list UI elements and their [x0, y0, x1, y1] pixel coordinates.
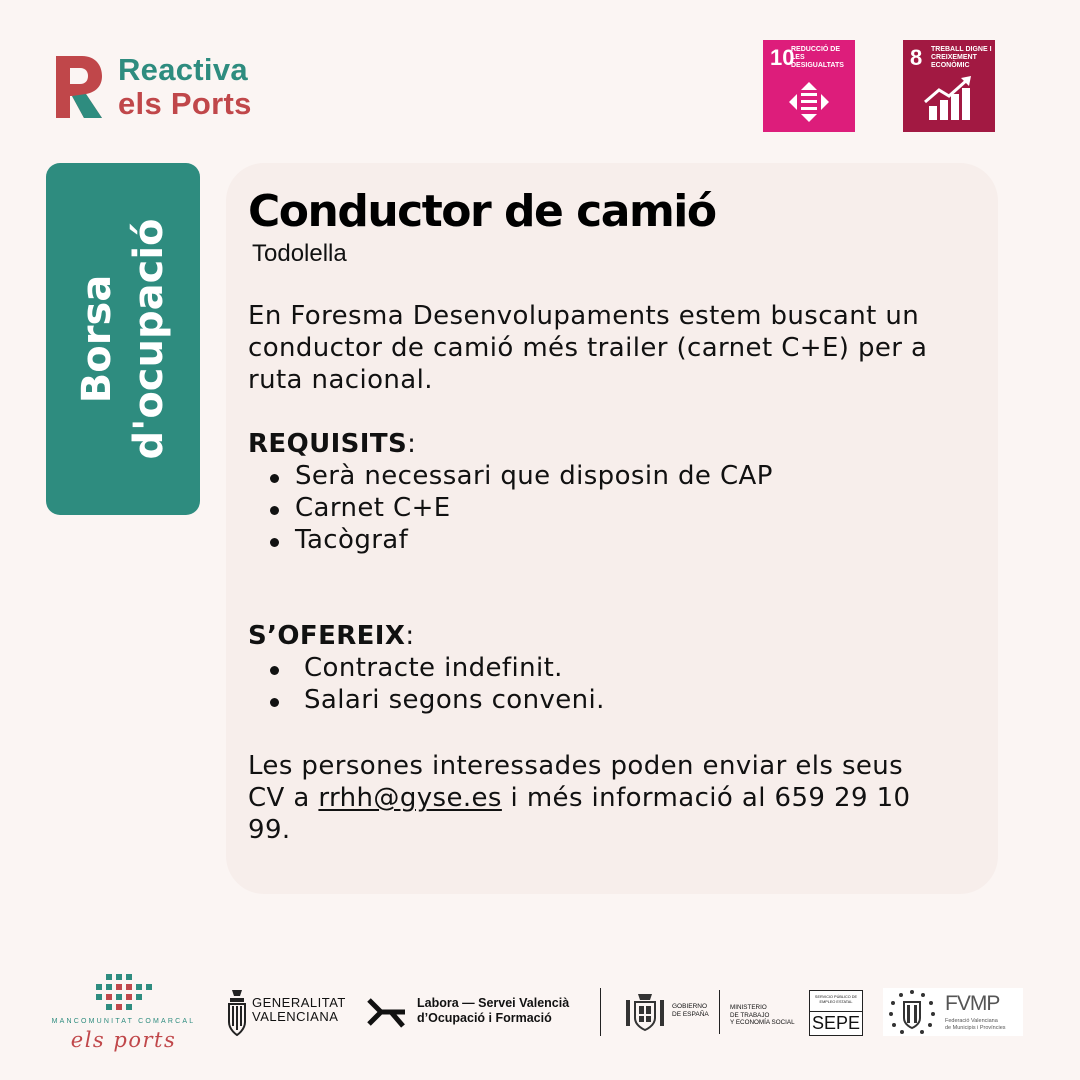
- offers-heading: S’OFEREIX:: [248, 621, 415, 651]
- offer-item: Contracte indefinit.: [248, 652, 948, 684]
- job-location: Todolella: [252, 240, 347, 267]
- labora-logo: [367, 990, 592, 1034]
- fvmp-line2: de Municipis i Províncies: [945, 1025, 1006, 1031]
- labora-mark-icon: [367, 992, 407, 1032]
- labora-line1: Labora — Servei Valencià: [417, 996, 570, 1010]
- mancomunitat-label: MANCOMUNITAT COMARCAL: [51, 1018, 196, 1025]
- sepe-small-text: SERVICIO PÚBLICO DE EMPLEO ESTATAL: [814, 995, 858, 1004]
- labora-text: [417, 996, 569, 1026]
- sdg10-label: REDUCCIÓ DE LES DESIGUALTATS: [791, 46, 844, 69]
- generalitat-logo: [226, 988, 351, 1038]
- contact-text-before: Les persones interessades poden enviar els seus CV a: [248, 751, 904, 813]
- job-board-label: [71, 163, 175, 515]
- gobierno-line1: GOBIERNO: [672, 1003, 708, 1010]
- generalitat-line2: VALENCIANA: [252, 1009, 339, 1024]
- ministerio-logo: [728, 990, 806, 1034]
- job-board-tab: [46, 163, 200, 515]
- growth-chart-icon: [903, 40, 995, 132]
- requirement-item: Carnet C+E: [248, 492, 948, 524]
- job-title: Conductor de camió: [248, 186, 716, 237]
- sdg10-badge: [763, 40, 855, 132]
- sepe-text: SEPE: [811, 1013, 861, 1033]
- sdg8-number: 8: [910, 45, 923, 70]
- requirements-heading: REQUISITS:: [248, 429, 417, 459]
- ministerio-text: [730, 1004, 795, 1027]
- gobierno-logo: [622, 990, 717, 1034]
- labora-line2: d’Ocupació i Formació: [417, 1011, 552, 1025]
- contact-info: [248, 750, 948, 846]
- contact-email-link[interactable]: rrhh@gyse.es: [318, 783, 502, 813]
- mancomunitat-name: els ports: [70, 1028, 177, 1052]
- footer-divider: [600, 988, 601, 1036]
- offers-heading-text: S’OFEREIX: [248, 621, 406, 651]
- brand-line1: Reactiva: [118, 52, 248, 87]
- sdg8-label: TREBALL DIGNE I CREIXEMENT ECONÒMIC: [931, 46, 992, 69]
- gobierno-line2: DE ESPAÑA: [672, 1011, 709, 1018]
- ministerio-line2: DE TRABAJO: [730, 1011, 770, 1019]
- mancomunitat-mark-icon: [92, 972, 156, 1016]
- fvmp-line1: Federació Valenciana: [945, 1018, 998, 1024]
- ministerio-line1: MINISTERIO: [730, 1004, 767, 1011]
- equality-arrows-icon: [763, 40, 855, 132]
- fvmp-subtitle: [945, 1018, 1006, 1032]
- fvmp-logo: [883, 988, 1023, 1036]
- requirement-item: Serà necessari que disposin de CAP: [248, 460, 948, 492]
- gobierno-text: [672, 1003, 709, 1019]
- ministerio-line3: Y ECONOMÍA SOCIAL: [730, 1019, 795, 1026]
- sdg8-badge: [903, 40, 995, 132]
- fvmp-stars-crest-icon: [885, 988, 939, 1036]
- r-logo-icon: [52, 54, 106, 120]
- fvmp-text: FVMP: [945, 992, 1000, 1015]
- requirements-heading-text: REQUISITS: [248, 429, 408, 459]
- job-board-label-line1: Borsa: [74, 274, 120, 404]
- contact-text-after: i més informació al 659 29 10 99.: [248, 783, 911, 845]
- job-description: En Foresma Desenvolupaments estem buscant un conductor de camió més trailer (carnet C+E) per a ruta nacional.: [248, 301, 928, 395]
- offer-item: Salari segons conveni.: [248, 684, 948, 716]
- generalitat-line1: GENERALITAT: [252, 995, 346, 1010]
- generalitat-text: [252, 996, 346, 1024]
- offers-list: [248, 652, 948, 716]
- sepe-logo: [809, 990, 863, 1036]
- generalitat-crest-icon: [226, 988, 248, 1038]
- sdg10-number: 10: [770, 45, 795, 70]
- brand-line2: els Ports: [118, 86, 252, 121]
- reactiva-logo: [52, 52, 292, 122]
- requirements-list: [248, 460, 948, 556]
- footer-divider: [719, 990, 720, 1034]
- job-board-label-line2: d'ocupació: [126, 218, 172, 460]
- spain-crest-icon: [624, 990, 666, 1034]
- mancomunitat-logo: [36, 972, 211, 1050]
- requirement-item: Tacògraf: [248, 524, 948, 556]
